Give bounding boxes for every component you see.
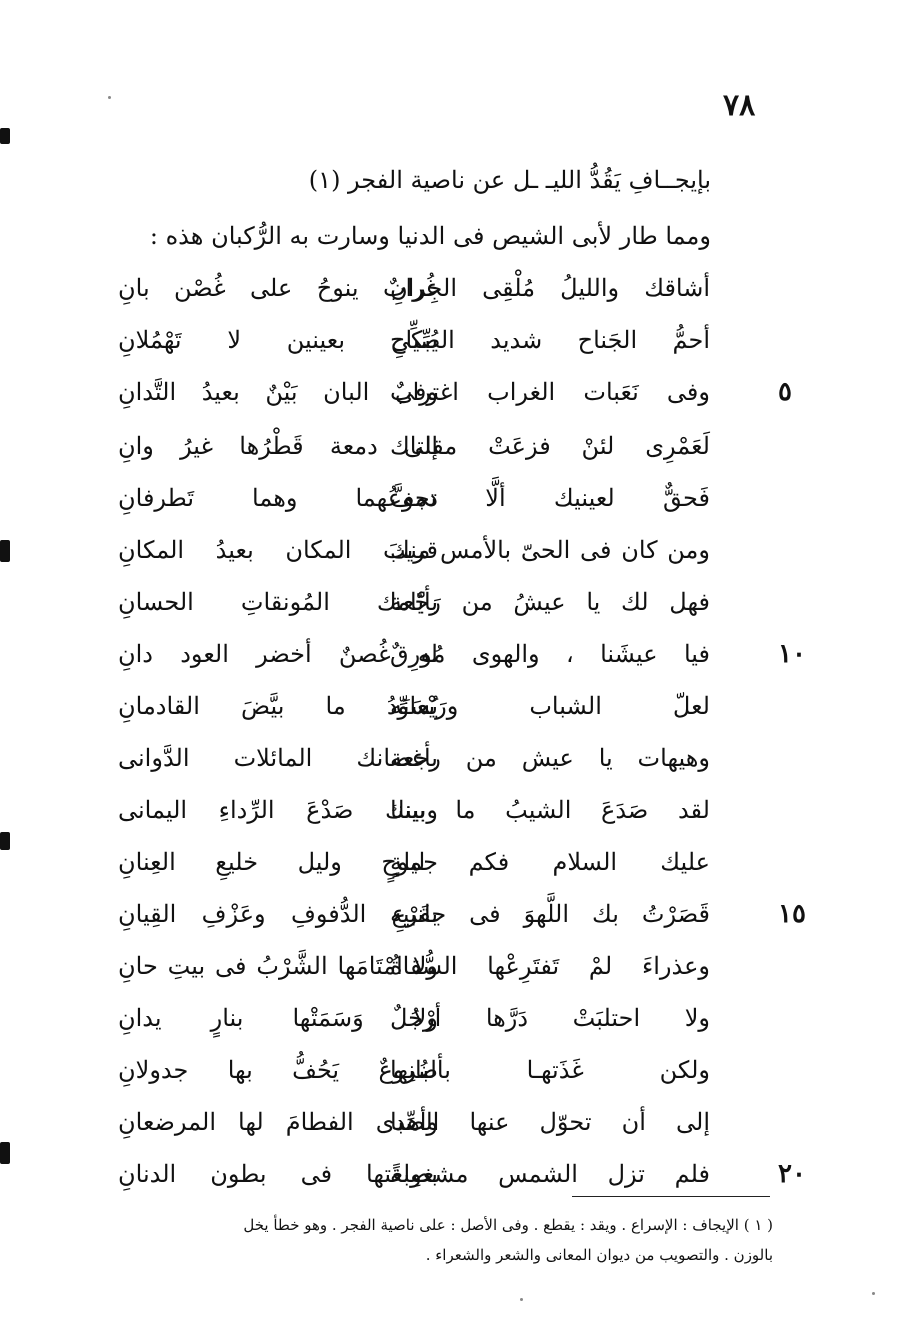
verse-line xyxy=(0,636,903,676)
verse-line xyxy=(0,948,903,988)
scan-edge-mark xyxy=(0,128,10,144)
verse-second-hemistich: بصِبغتها فى بطون الدنانِ xyxy=(118,1160,438,1188)
line-number: ٥ xyxy=(778,377,792,407)
verse-line xyxy=(0,480,903,520)
verse-line xyxy=(0,1052,903,1092)
verse-first-hemistich: فَحقٌّ لعينيك ألَّا تجفَّ xyxy=(390,484,710,512)
verse-first-hemistich: وهيهات يا عيش من رجعة xyxy=(390,744,710,772)
verse-second-hemistich: وفى البان بَيْنٌ بعيدُ التَّدانِ xyxy=(118,378,438,406)
verse-second-hemistich: دموعُهما وهما تَطرفانِ xyxy=(118,484,438,512)
verse-second-hemistich: ولا وَسَمَتْها بنارٍ يدانِ xyxy=(118,1004,438,1032)
intro-line-2: ومما طار لأبى الشيص فى الدنيا وسارت به الرُّكبان هذه : xyxy=(149,222,711,250)
verse-second-hemistich: يُبكِّى بعينين لا تَهْمُلانِ xyxy=(118,326,438,354)
scan-speck xyxy=(520,1298,523,1301)
verse-second-hemistich: ضُروعٌ يَحُفُّ بها جدولانِ xyxy=(118,1056,438,1084)
verse-second-hemistich: إلى دمعة قَطْرُها غيرُ وانِ xyxy=(118,432,438,460)
footnote-line-1: ( ١ ) الإيجاف : الإسراع . ويقد : يقطع . وفى الأصل : على ناصية الفجر . وهو خطأ يخل xyxy=(243,1216,773,1234)
verse-line xyxy=(0,428,903,468)
verse-line xyxy=(0,584,903,624)
line-number: ١٥ xyxy=(778,899,806,929)
intro-line-1: بإيجــافِ يَقُدُّ الليـ ـل عن ناصية الفجر (١) xyxy=(308,166,711,194)
verse-first-hemistich: إلى أن تحوّل عنها الصِّبا xyxy=(390,1108,710,1136)
verse-second-hemistich: قريبَ المكان بعيدُ المكانِ xyxy=(118,536,438,564)
verse-first-hemistich: لعلّ الشباب ورَيْعانَه xyxy=(390,692,710,720)
verse-second-hemistich: وبينك صَدْعَ الرِّداءِ اليمانى xyxy=(118,796,438,824)
scan-speck xyxy=(872,1292,875,1295)
verse-line xyxy=(0,844,903,884)
verse-first-hemistich: فيا عيشَنا ، والهوى مُورِقٌ xyxy=(390,640,710,668)
verse-line xyxy=(0,792,903,832)
verse-line xyxy=(0,1000,903,1040)
verse-first-hemistich: فهل لك يا عيشُ من رَجْعة xyxy=(390,588,710,616)
line-number: ٢٠ xyxy=(778,1159,806,1189)
verse-first-hemistich: ولكن غَذَتهـا بألبانِها xyxy=(390,1056,710,1084)
verse-first-hemistich: قَصَرْتُ بك اللَّهوَ فى جانبيه xyxy=(390,900,710,928)
verse-first-hemistich: فلم تزل الشمس مشغولةً xyxy=(390,1160,710,1188)
verse-line xyxy=(0,896,903,936)
verse-first-hemistich: أحمُّ الجَناح شديد الصِّياحِ xyxy=(390,326,710,354)
verse-second-hemistich: بأغصانك المائلات الدَّوانى xyxy=(118,744,438,772)
verse-second-hemistich: بقَرْعِ الدُّفوفِ وعَزْفِ القِيانِ xyxy=(118,900,438,928)
verse-first-hemistich: ولا احتلبَتْ دَرَّها أرْجُلٌ xyxy=(390,1004,710,1032)
verse-line xyxy=(0,740,903,780)
page-number: ٧٨ xyxy=(723,88,756,123)
verse-second-hemistich: له غُصنٌ أخضر العود دانِ xyxy=(118,640,438,668)
verse-first-hemistich: أشاقك والليلُ مُلْقِى الجِرانِ xyxy=(390,274,710,302)
verse-first-hemistich: وعذراءَ لمْ تَفتَرِعْها السُّقاةُ xyxy=(390,952,710,980)
verse-line xyxy=(0,1156,903,1196)
verse-second-hemistich: يُسَوِّدُ ما بيَّضَ القادمانِ xyxy=(118,692,438,720)
verse-first-hemistich: ومن كان فى الحىّ بالأمس منك xyxy=(390,536,710,564)
verse-line xyxy=(0,322,903,362)
verse-line xyxy=(0,1104,903,1144)
verse-second-hemistich: بأيّامك المُونقاتِ الحسانِ xyxy=(118,588,438,616)
verse-first-hemistich: عليك السلام فكم ليلةٍ xyxy=(390,848,710,876)
verse-first-hemistich: لقد صَدَعَ الشيبُ ما بيننا xyxy=(390,796,710,824)
scan-speck xyxy=(108,96,111,99)
verse-second-hemistich: غُرابٌ ينوحُ على غُصْن بانِ xyxy=(118,274,438,302)
footnote-line-2: بالوزن . والتصويب من ديوان المعانى والشعر والشعراء . xyxy=(425,1246,773,1264)
verse-first-hemistich: لَعَمْرِى لئنْ فزعَتْ مقلتاك xyxy=(390,432,710,460)
verse-line xyxy=(0,688,903,728)
verse-second-hemistich: وأهدى الفطامَ لها المرضعانِ xyxy=(118,1108,438,1136)
verse-second-hemistich: ولا امْتَامَها الشَّرْبُ فى بيتِ حانِ xyxy=(118,952,438,980)
verse-line xyxy=(0,270,903,310)
line-number: ١٠ xyxy=(778,639,806,669)
verse-first-hemistich: وفى نَعَبات الغراب اغترابٌ xyxy=(390,378,710,406)
footnote-divider xyxy=(572,1196,770,1197)
verse-line xyxy=(0,532,903,572)
verse-second-hemistich: جموحٍ وليل خليعِ العِنانِ xyxy=(118,848,438,876)
verse-line xyxy=(0,374,903,414)
